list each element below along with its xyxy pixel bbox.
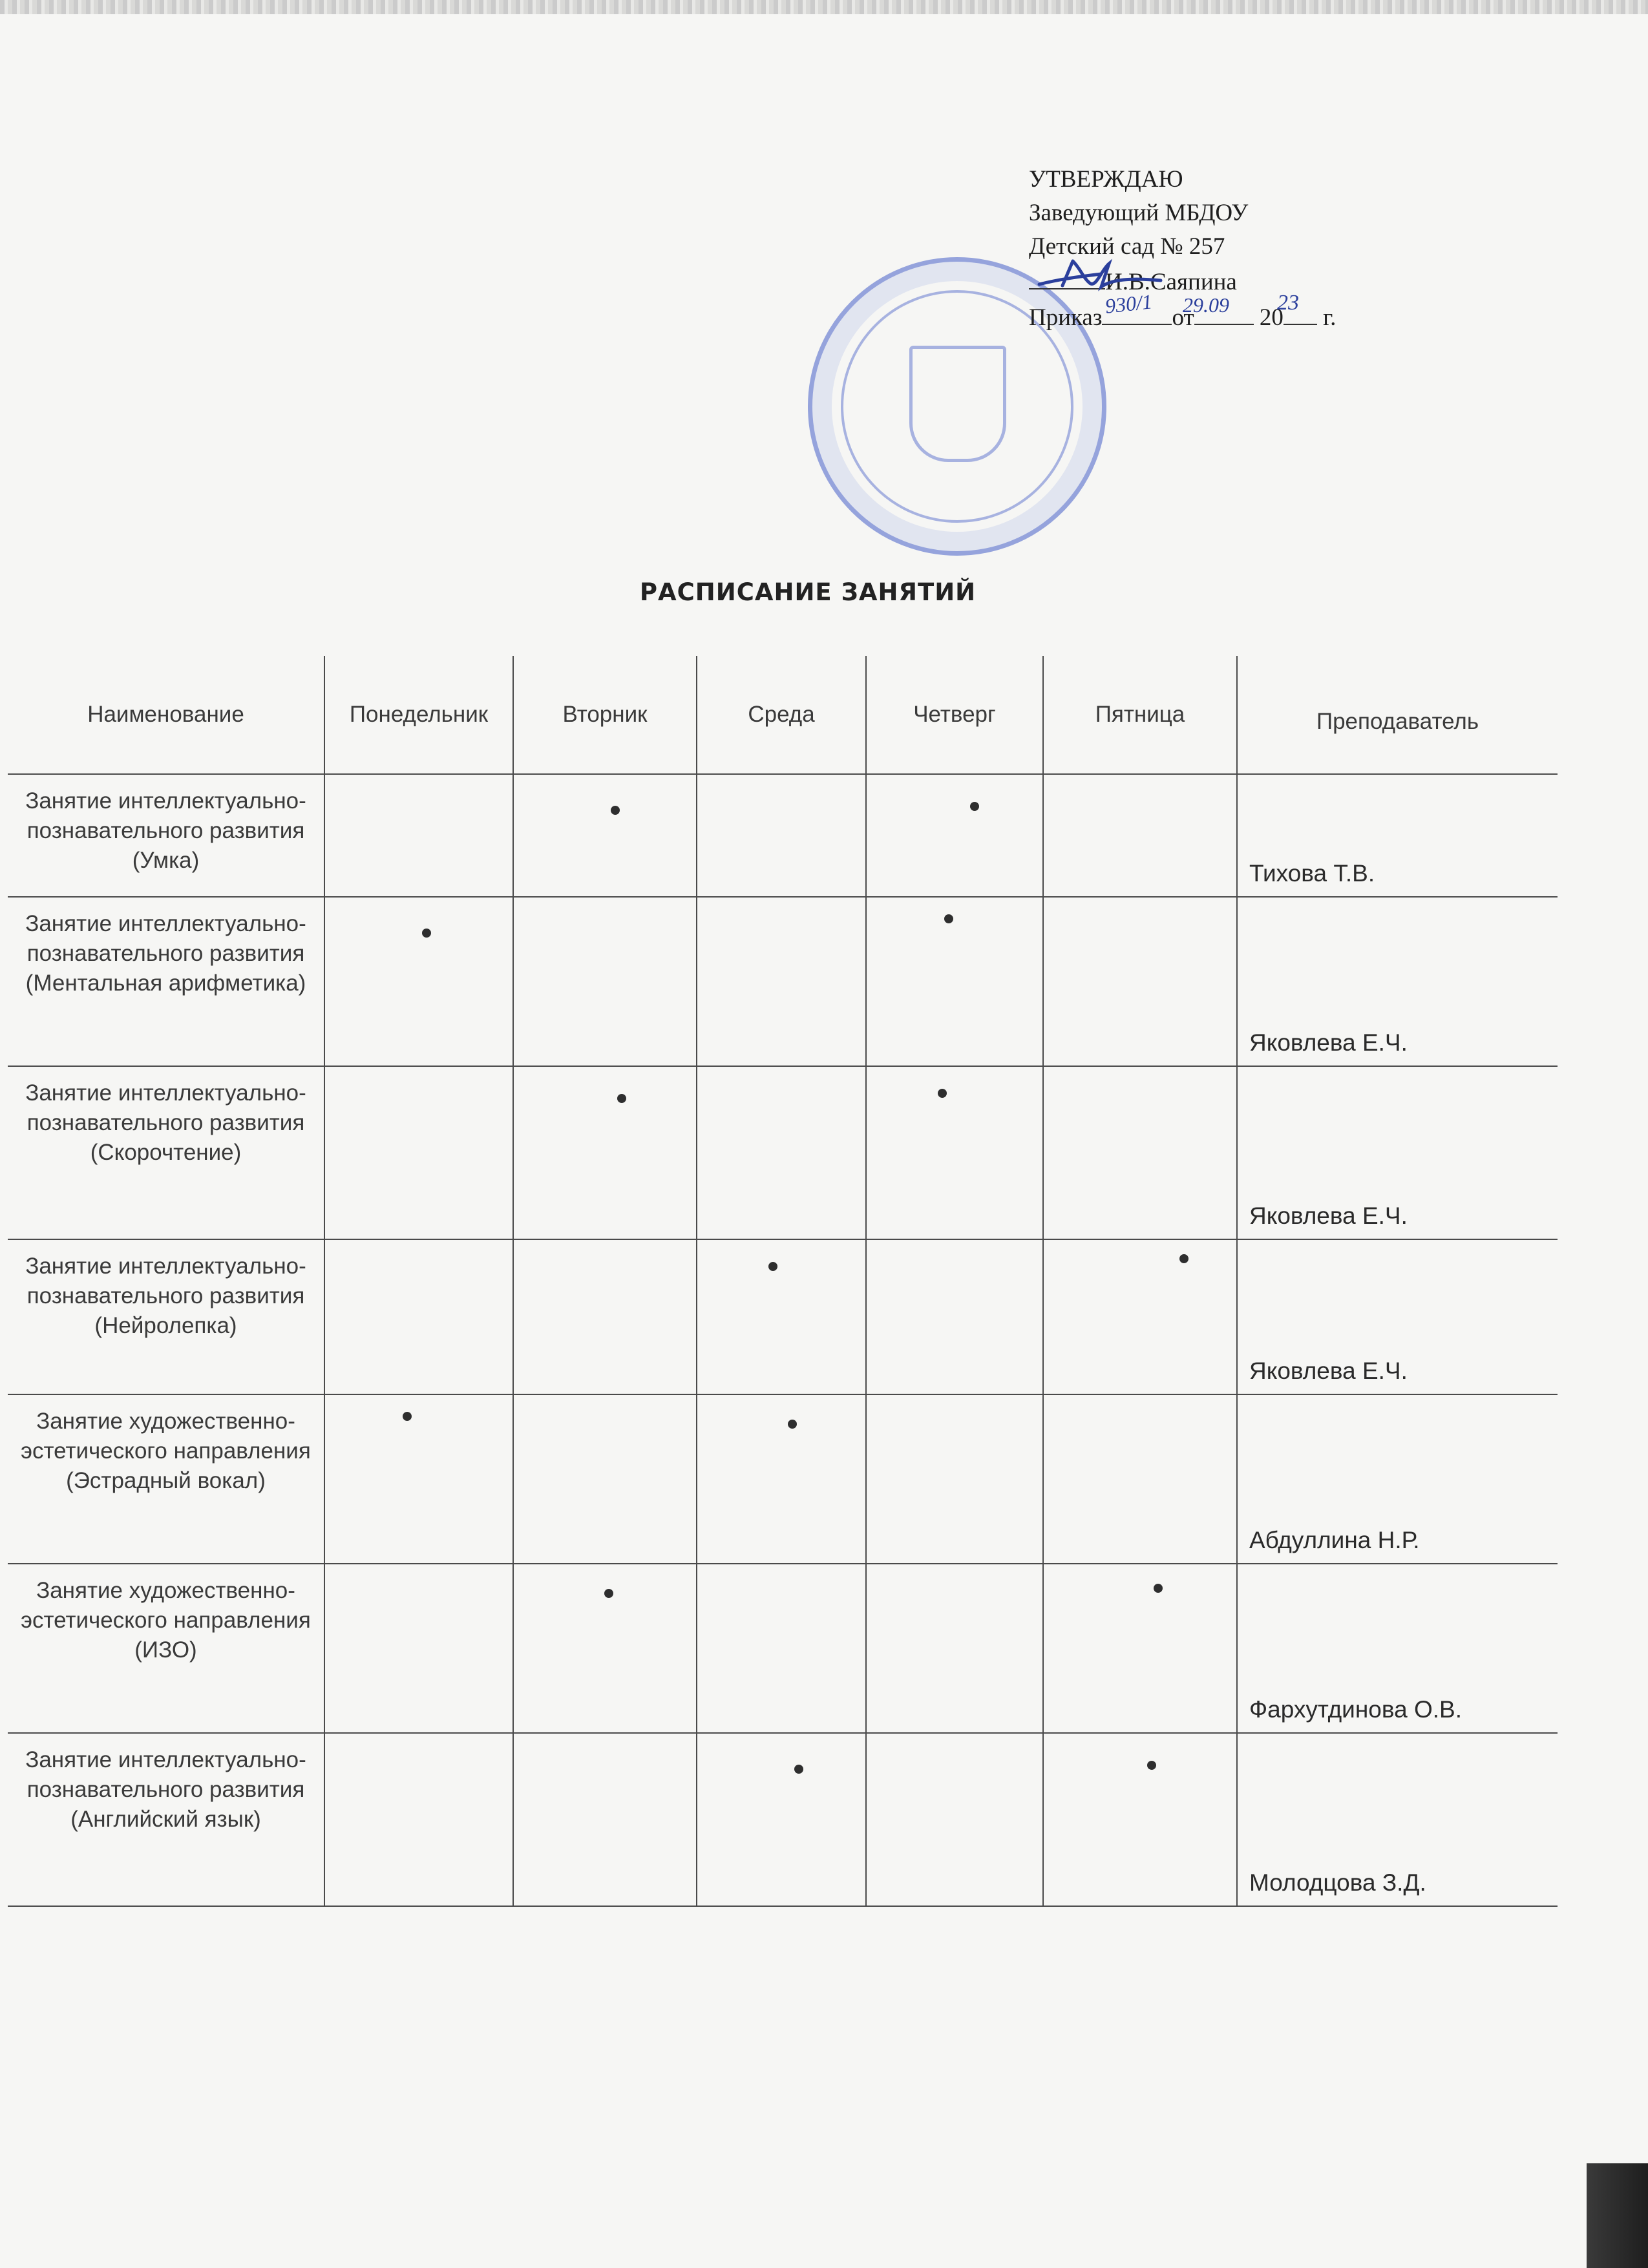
day-cell: [513, 897, 697, 1066]
day-cell: [697, 1564, 866, 1733]
approval-signer: И.В.Саяпина: [1105, 269, 1237, 295]
document-title: РАСПИСАНИЕ ЗАНЯТИЙ: [639, 578, 977, 606]
day-cell: [513, 774, 697, 897]
scan-corner-shadow: [1587, 2163, 1648, 2268]
year-prefix: 20: [1259, 304, 1284, 331]
day-cell: [1043, 774, 1237, 897]
activity-name: Занятие интеллектуально-познавательного развития (Умка): [8, 774, 324, 897]
teacher-name: Абдуллина Н.Р.: [1237, 1394, 1558, 1564]
day-cell: [513, 1733, 697, 1906]
table-body: [8, 774, 1558, 1906]
teacher-name: Яковлева Е.Ч.: [1237, 897, 1558, 1066]
day-cell: [697, 1394, 866, 1564]
scheduled-dot: [794, 1765, 803, 1774]
day-cell: [1043, 1394, 1237, 1564]
scheduled-dot: [970, 802, 979, 811]
scheduled-dot: [604, 1589, 613, 1598]
scheduled-dot: [617, 1094, 626, 1103]
approval-organization: Детский сад № 257: [1029, 233, 1225, 260]
activity-name: Занятие интеллектуально-познавательного развития (Скорочтение): [8, 1066, 324, 1239]
scheduled-dot: [611, 806, 620, 815]
day-cell: [866, 897, 1043, 1066]
header-tuesday: Вторник: [513, 656, 697, 774]
handwritten-signature: [1034, 251, 1183, 296]
day-cell: [1043, 1564, 1237, 1733]
teacher-name: Яковлева Е.Ч.: [1237, 1239, 1558, 1394]
table-row: [8, 897, 1558, 1066]
day-cell: [324, 1239, 513, 1394]
order-word: Приказ: [1029, 304, 1103, 331]
scheduled-dot: [1154, 1584, 1163, 1593]
day-cell: [1043, 1239, 1237, 1394]
day-cell: [866, 1394, 1043, 1564]
day-cell: [697, 1733, 866, 1906]
teacher-name: Яковлева Е.Ч.: [1237, 1066, 1558, 1239]
day-cell: [697, 1066, 866, 1239]
header-wednesday: Среда: [697, 656, 866, 774]
day-cell: [866, 1066, 1043, 1239]
header-monday: Понедельник: [324, 656, 513, 774]
scan-edge: [0, 0, 1648, 14]
day-cell: [697, 774, 866, 897]
header-teacher: Преподаватель: [1237, 656, 1558, 774]
table-row: [8, 1394, 1558, 1564]
scheduled-dot: [768, 1262, 777, 1271]
day-cell: [324, 1564, 513, 1733]
scheduled-dot: [403, 1412, 412, 1421]
header-name: Наименование: [8, 656, 324, 774]
handwritten-year: 23: [1277, 291, 1299, 315]
teacher-name: Фархутдинова О.В.: [1237, 1564, 1558, 1733]
handwritten-order-date: 29.09: [1183, 293, 1229, 317]
day-cell: [324, 1394, 513, 1564]
day-cell: [324, 1066, 513, 1239]
scheduled-dot: [1147, 1761, 1156, 1770]
activity-name: Занятие художественно-эстетического направления (ИЗО): [8, 1564, 324, 1733]
table-header-row: [8, 656, 1558, 774]
day-cell: [513, 1066, 697, 1239]
day-cell: [513, 1564, 697, 1733]
table-row: [8, 1066, 1558, 1239]
activity-name: Занятие интеллектуально-познавательного развития (Нейролепка): [8, 1239, 324, 1394]
scheduled-dot: [788, 1420, 797, 1429]
day-cell: [324, 1733, 513, 1906]
day-cell: [324, 774, 513, 897]
day-cell: [697, 1239, 866, 1394]
scheduled-dot: [938, 1089, 947, 1098]
year-unit: г.: [1323, 304, 1336, 331]
day-cell: [324, 897, 513, 1066]
scheduled-dot: [944, 914, 953, 923]
day-cell: [866, 1239, 1043, 1394]
day-cell: [1043, 897, 1237, 1066]
from-word: от: [1172, 304, 1194, 331]
schedule-table: [8, 656, 1558, 1907]
table-row: [8, 1564, 1558, 1733]
handwritten-order-number: 930/1: [1104, 289, 1154, 318]
scheduled-dot: [1179, 1254, 1188, 1263]
table-row: [8, 1239, 1558, 1394]
activity-name: Занятие художественно-эстетического направления (Эстрадный вокал): [8, 1394, 324, 1564]
teacher-name: Молодцова З.Д.: [1237, 1733, 1558, 1906]
table-row: [8, 1733, 1558, 1906]
day-cell: [513, 1239, 697, 1394]
scheduled-dot: [422, 929, 431, 938]
day-cell: [866, 774, 1043, 897]
day-cell: [866, 1733, 1043, 1906]
header-friday: Пятница: [1043, 656, 1237, 774]
approval-heading: УТВЕРЖДАЮ: [1029, 166, 1183, 193]
activity-name: Занятие интеллектуально-познавательного развития (Ментальная арифметика): [8, 897, 324, 1066]
day-cell: [866, 1564, 1043, 1733]
day-cell: [697, 897, 866, 1066]
day-cell: [513, 1394, 697, 1564]
activity-name: Занятие интеллектуально-познавательного развития (Английский язык): [8, 1733, 324, 1906]
day-cell: [1043, 1733, 1237, 1906]
day-cell: [1043, 1066, 1237, 1239]
approval-position: Заведующий МБДОУ: [1029, 200, 1249, 226]
table-row: [8, 774, 1558, 897]
header-thursday: Четверг: [866, 656, 1043, 774]
teacher-name: Тихова Т.В.: [1237, 774, 1558, 897]
